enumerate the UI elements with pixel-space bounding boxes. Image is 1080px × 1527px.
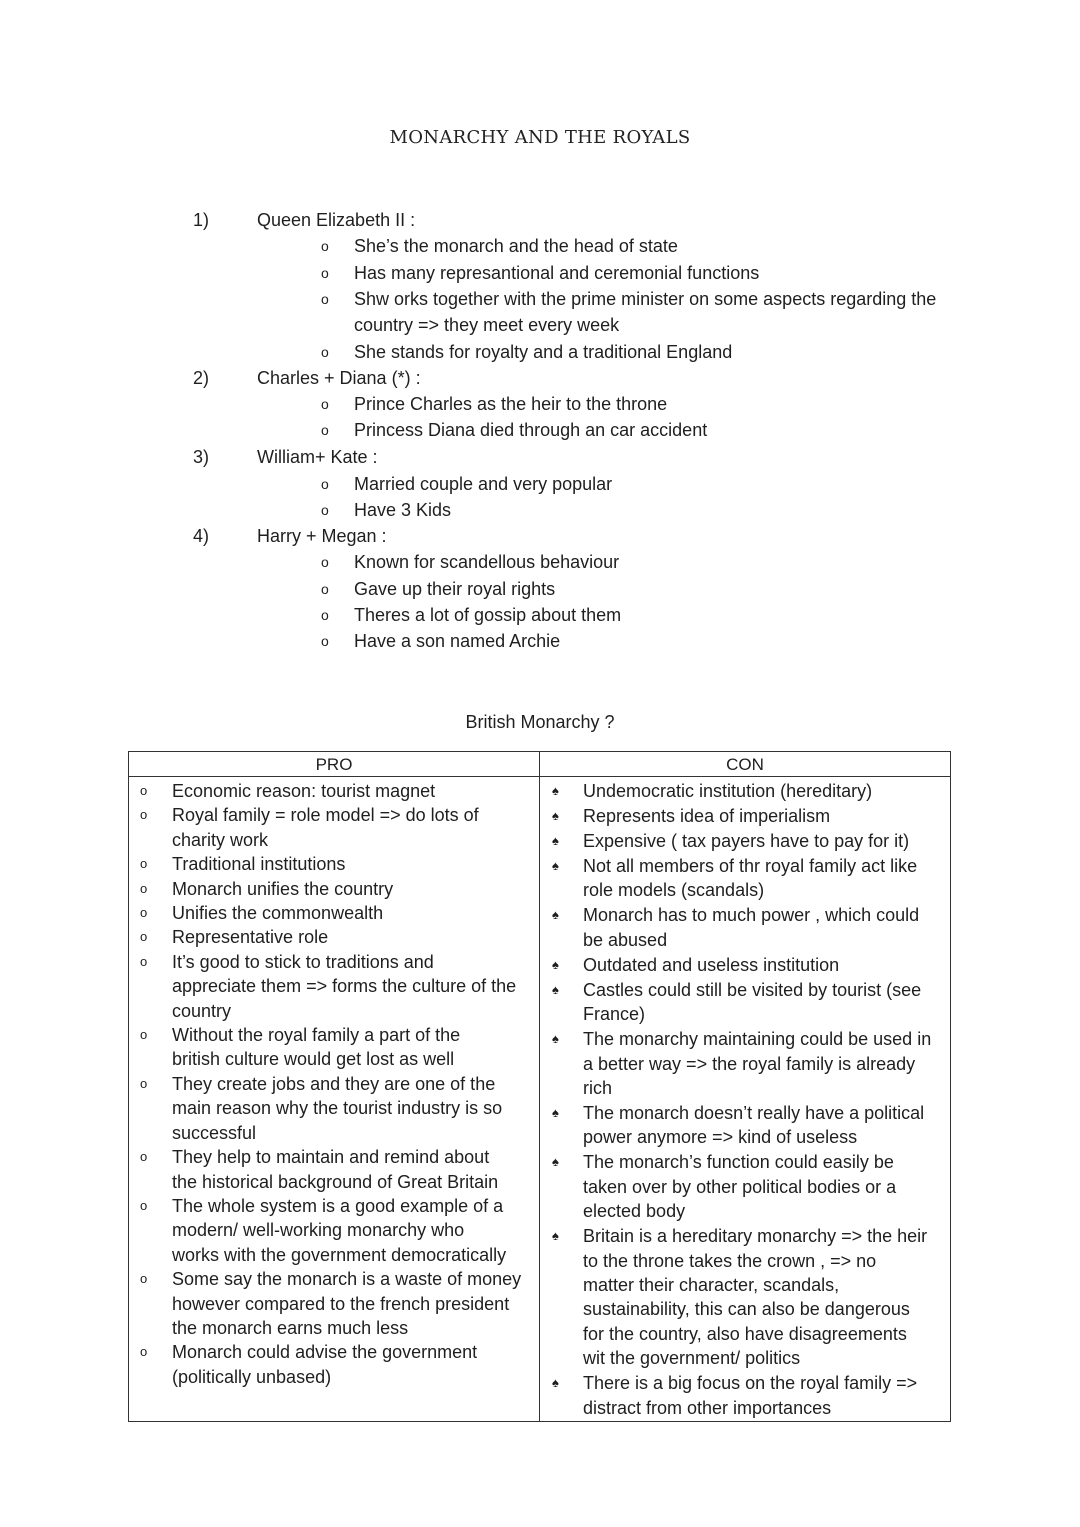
con-item xyxy=(540,804,950,828)
con-item-line: Outdated and useless institution xyxy=(583,954,840,975)
outline-item xyxy=(0,233,1080,259)
con-item xyxy=(540,1101,950,1150)
con-item-line: There is a big focus on the royal family => xyxy=(583,1373,918,1394)
section-heading: Harry + Megan : xyxy=(257,526,387,547)
outline-item xyxy=(0,339,1080,365)
outline-item-text: country => they meet every week xyxy=(354,315,620,336)
con-item-line: France) xyxy=(583,1004,646,1025)
outline-section-heading xyxy=(0,444,1080,470)
pro-item-line: appreciate them => forms the culture of the xyxy=(172,976,517,997)
outline-item xyxy=(0,497,1080,523)
spade-bullet-icon: ♠ xyxy=(552,833,559,848)
pro-item-line: charity work xyxy=(172,829,269,850)
circle-bullet-icon: o xyxy=(321,422,329,439)
outline-item-text: Shw orks together with the prime minister on some aspects regarding the xyxy=(354,288,937,309)
outline-section-heading xyxy=(0,365,1080,391)
circle-bullet-icon: o xyxy=(321,290,329,307)
circle-bullet-icon: o xyxy=(321,396,329,413)
con-item-line: sustainability, this can also be dangerous xyxy=(583,1299,910,1320)
pro-item-line: Monarch could advise the government xyxy=(172,1342,478,1363)
con-item xyxy=(540,903,950,952)
pro-item-line: country xyxy=(172,1000,232,1021)
con-column xyxy=(540,779,950,1421)
circle-bullet-icon: o xyxy=(140,880,148,896)
con-item-line: taken over by other political bodies or a xyxy=(583,1176,897,1197)
con-item-line: Britain is a hereditary monarchy => the heir xyxy=(583,1226,928,1247)
pro-item-line: They help to maintain and remind about xyxy=(172,1147,490,1168)
circle-bullet-icon: o xyxy=(140,1271,148,1287)
outline-item xyxy=(0,549,1080,575)
outline-item-text: Theres a lot of gossip about them xyxy=(354,605,622,626)
circle-bullet-icon: o xyxy=(321,264,329,281)
con-item-line: Expensive ( tax payers have to pay for it) xyxy=(583,831,910,851)
pro-item xyxy=(129,1072,539,1145)
pro-item xyxy=(129,901,539,925)
outline-item-text: She’s the monarch and the head of state xyxy=(354,236,678,257)
outline-item xyxy=(0,471,1080,497)
con-item-line: role models (scandals) xyxy=(583,880,765,901)
con-item-line: be abused xyxy=(583,929,668,950)
con-item-line: distract from other importances xyxy=(583,1397,832,1418)
spade-bullet-icon: ♠ xyxy=(552,783,559,798)
con-item xyxy=(540,1027,950,1100)
con-item-line: Castles could still be visited by tourist (see xyxy=(583,979,922,1000)
spade-bullet-icon: ♠ xyxy=(552,1031,559,1047)
header-divider xyxy=(129,776,950,777)
pro-item xyxy=(129,852,539,876)
spade-bullet-icon: ♠ xyxy=(552,1228,559,1244)
outline-item xyxy=(0,312,1080,338)
outline-section-heading xyxy=(0,523,1080,549)
con-item-line: Represents idea of imperialism xyxy=(583,806,831,826)
spade-bullet-icon: ♠ xyxy=(552,956,559,972)
outline-item-text: Has many represantional and ceremonial functions xyxy=(354,262,760,283)
con-item-line: power anymore => kind of useless xyxy=(583,1127,858,1148)
pro-item-line: The whole system is a good example of a xyxy=(172,1195,504,1216)
circle-bullet-icon: o xyxy=(321,238,329,255)
pro-item-line: Representative role xyxy=(172,927,329,948)
circle-bullet-icon: o xyxy=(140,856,148,872)
section-subtitle: British Monarchy ? xyxy=(465,712,615,732)
pro-item xyxy=(129,1340,539,1389)
outline-item-text: Have a son named Archie xyxy=(354,631,561,652)
con-item-line: Monarch has to much power , which could xyxy=(583,905,920,926)
pro-item-line: Without the royal family a part of the xyxy=(172,1025,461,1046)
con-item xyxy=(540,829,950,853)
circle-bullet-icon: o xyxy=(140,929,148,945)
con-item-line: rich xyxy=(583,1078,613,1099)
con-item xyxy=(540,854,950,903)
con-item-line: The monarchy maintaining could be used in xyxy=(583,1029,932,1050)
spade-bullet-icon: ♠ xyxy=(552,858,559,873)
con-item-line: for the country, also have disagreements xyxy=(583,1323,907,1344)
outline-item-text: Gave up their royal rights xyxy=(354,578,556,599)
pro-item xyxy=(129,779,539,803)
pro-item-line: modern/ well-working monarchy who xyxy=(172,1220,465,1241)
circle-bullet-icon: o xyxy=(140,953,148,969)
pro-item-line: Traditional institutions xyxy=(172,854,346,875)
section-number: 2) xyxy=(193,367,210,388)
section-number: 3) xyxy=(193,447,210,468)
circle-bullet-icon: o xyxy=(140,905,148,921)
pro-item-line: Royal family = role model => do lots of xyxy=(172,805,479,826)
outline-section-heading xyxy=(0,207,1080,233)
outline-item xyxy=(0,417,1080,443)
outline-item xyxy=(0,576,1080,602)
pro-item-line: They create jobs and they are one of the xyxy=(172,1073,496,1094)
outline-item xyxy=(0,602,1080,628)
pro-item xyxy=(129,1145,539,1194)
outline-item xyxy=(0,286,1080,312)
outline-item-text: Have 3 Kids xyxy=(354,499,452,520)
circle-bullet-icon: o xyxy=(321,475,329,492)
circle-bullet-icon: o xyxy=(321,343,329,360)
pro-column xyxy=(129,779,539,1389)
con-item-line: The monarch doesn’t really have a political xyxy=(583,1103,925,1124)
pro-item xyxy=(129,877,539,901)
con-item xyxy=(540,953,950,977)
outline-item xyxy=(0,628,1080,654)
circle-bullet-icon: o xyxy=(140,1075,148,1091)
circle-bullet-icon: o xyxy=(321,607,329,624)
section-heading: Charles + Diana (*) : xyxy=(257,367,421,388)
circle-bullet-icon: o xyxy=(140,1344,148,1360)
pro-item-line: Unifies the commonwealth xyxy=(172,903,384,924)
pro-header: PRO xyxy=(315,755,353,774)
con-item-line: Undemocratic institution (hereditary) xyxy=(583,781,873,801)
con-item xyxy=(540,779,950,803)
outline-item xyxy=(0,391,1080,417)
con-item-line: to the throne takes the crown , => no xyxy=(583,1250,877,1271)
section-heading: Queen Elizabeth II : xyxy=(257,210,416,230)
con-item-line: elected body xyxy=(583,1201,686,1222)
con-item-line: wit the government/ politics xyxy=(583,1348,801,1369)
circle-bullet-icon: o xyxy=(321,501,329,518)
spade-bullet-icon: ♠ xyxy=(552,1105,559,1121)
pro-item-line: Economic reason: tourist magnet xyxy=(172,781,436,801)
outline-item-text: Known for scandellous behaviour xyxy=(354,552,620,573)
circle-bullet-icon: o xyxy=(140,807,148,823)
pro-item xyxy=(129,1023,539,1072)
pro-item xyxy=(129,1194,539,1267)
pro-item-line: Monarch unifies the country xyxy=(172,878,394,899)
pro-item-line: successful xyxy=(172,1122,257,1143)
pro-item xyxy=(129,925,539,949)
page-title: MONARCHY AND THE ROYALS xyxy=(389,127,691,148)
spade-bullet-icon: ♠ xyxy=(552,1154,559,1170)
outline-item-text: Married couple and very popular xyxy=(354,473,613,494)
circle-bullet-icon: o xyxy=(321,633,329,650)
section-number: 4) xyxy=(193,526,210,547)
con-item-line: matter their character, scandals, xyxy=(583,1275,840,1296)
circle-bullet-icon: o xyxy=(140,1149,148,1165)
con-item xyxy=(540,978,950,1027)
con-item xyxy=(540,1371,950,1420)
spade-bullet-icon: ♠ xyxy=(552,981,559,997)
circle-bullet-icon: o xyxy=(321,554,329,571)
con-header: CON xyxy=(726,755,764,774)
circle-bullet-icon: o xyxy=(140,1197,148,1213)
pro-item-line: main reason why the tourist industry is so xyxy=(172,1098,503,1119)
spade-bullet-icon: ♠ xyxy=(552,808,559,823)
circle-bullet-icon: o xyxy=(140,1027,148,1043)
pro-item-line: the historical background of Great Britain xyxy=(172,1171,499,1192)
pro-item-line: however compared to the french president xyxy=(172,1293,510,1314)
pro-item xyxy=(129,1267,539,1340)
pro-item-line: (politically unbased) xyxy=(172,1366,332,1387)
outline-item-text: She stands for royalty and a traditional England xyxy=(354,341,733,362)
circle-bullet-icon: o xyxy=(321,580,329,597)
pro-item xyxy=(129,803,539,852)
con-item-line: a better way => the royal family is already xyxy=(583,1053,916,1074)
outline-item xyxy=(0,260,1080,286)
section-heading: William+ Kate : xyxy=(257,447,378,468)
outline-item-text: Prince Charles as the heir to the throne xyxy=(354,394,668,415)
pro-item-line: Some say the monarch is a waste of money xyxy=(172,1269,522,1290)
spade-bullet-icon: ♠ xyxy=(552,907,559,923)
section-number: 1) xyxy=(193,210,210,230)
spade-bullet-icon: ♠ xyxy=(552,1375,559,1391)
pro-item xyxy=(129,950,539,1023)
outline-item-text: Princess Diana died through an car accident xyxy=(354,420,708,441)
pro-con-table xyxy=(128,751,951,1422)
circle-bullet-icon: o xyxy=(140,783,148,798)
con-item xyxy=(540,1224,950,1370)
pro-item-line: the monarch earns much less xyxy=(172,1317,409,1338)
con-item-line: Not all members of thr royal family act like xyxy=(583,856,918,876)
pro-item-line: works with the government democratically xyxy=(172,1244,507,1265)
pro-item-line: british culture would get lost as well xyxy=(172,1049,455,1070)
con-item-line: The monarch’s function could easily be xyxy=(583,1152,894,1173)
pro-item-line: It’s good to stick to traditions and xyxy=(172,951,434,972)
con-item xyxy=(540,1150,950,1223)
